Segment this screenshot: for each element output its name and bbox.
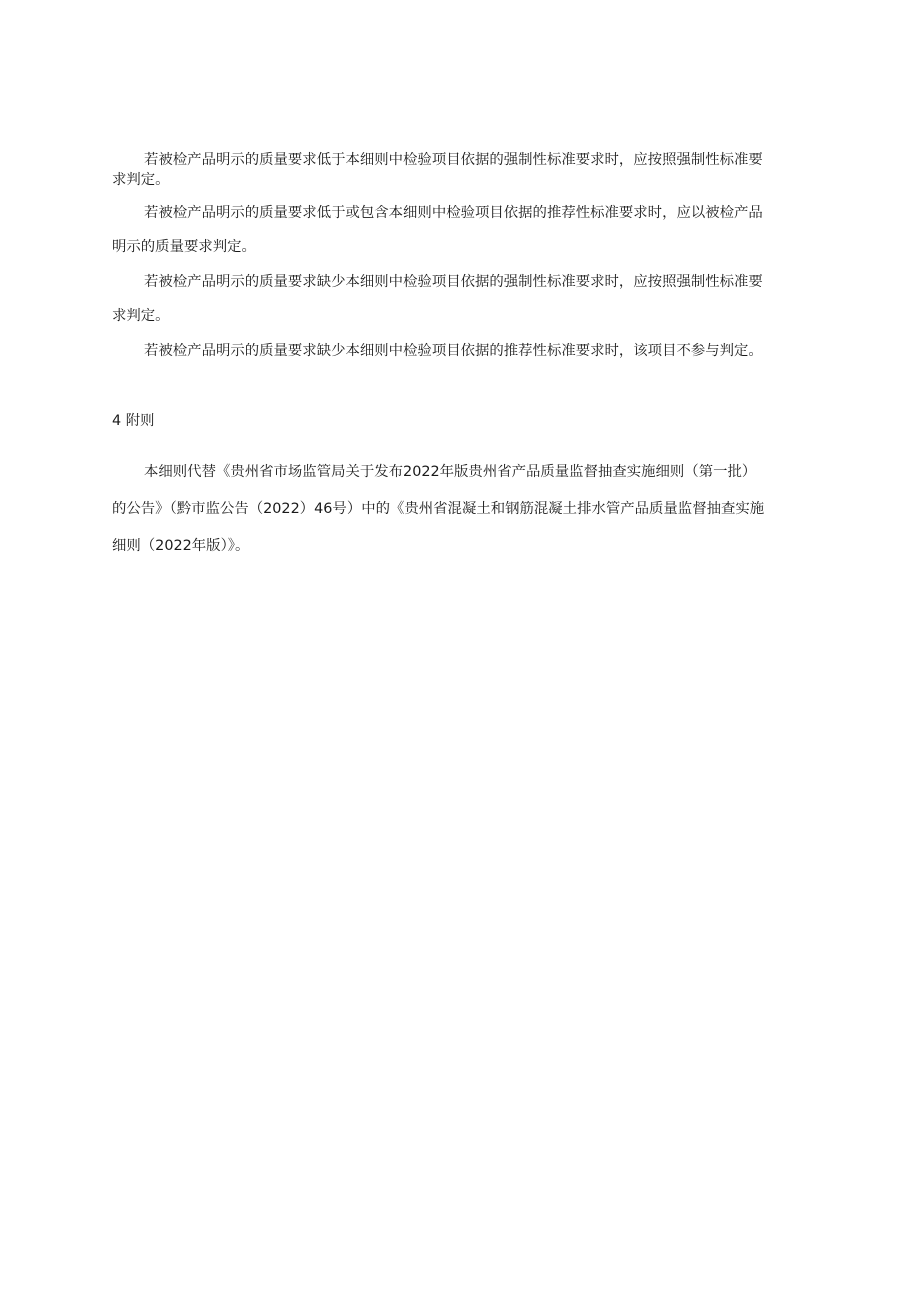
paragraph-mandatory-lower <box>112 150 814 190</box>
text-line: 求判定。 <box>112 308 170 324</box>
text-line: 细则（2022年版）》。 <box>112 538 250 554</box>
text-line: 的公告》（黔市监公告（2022）46号）中的《贵州省混凝土和钢筋混凝土排水管产品质量监督抽查实施 <box>112 501 765 517</box>
paragraph-mandatory-missing <box>112 272 814 326</box>
paragraph-recommended-lower <box>112 203 814 257</box>
paragraph-supersedes <box>112 462 814 556</box>
text-line: 求判定。 <box>112 172 170 188</box>
paragraph-recommended-missing <box>112 341 814 361</box>
text-line: 明示的质量要求判定。 <box>112 239 256 255</box>
text-line: 若被检产品明示的质量要求低于或包含本细则中检验项目依据的推荐性标准要求时，应以被检产品 <box>144 205 763 221</box>
text-line: 若被检产品明示的质量要求低于本细则中检验项目依据的强制性标准要求时，应按照强制性标准要 <box>144 152 763 168</box>
text-line: 若被检产品明示的质量要求缺少本细则中检验项目依据的强制性标准要求时，应按照强制性标准要 <box>144 274 763 290</box>
text-line: 本细则代替《贵州省市场监管局关于发布2022年版贵州省产品质量监督抽查实施细则（第一批） <box>144 464 757 480</box>
section-heading: 4 附则 <box>112 413 155 429</box>
text-line: 若被检产品明示的质量要求缺少本细则中检验项目依据的推荐性标准要求时，该项目不参与判定。 <box>144 343 763 359</box>
document-page <box>112 0 814 1301</box>
